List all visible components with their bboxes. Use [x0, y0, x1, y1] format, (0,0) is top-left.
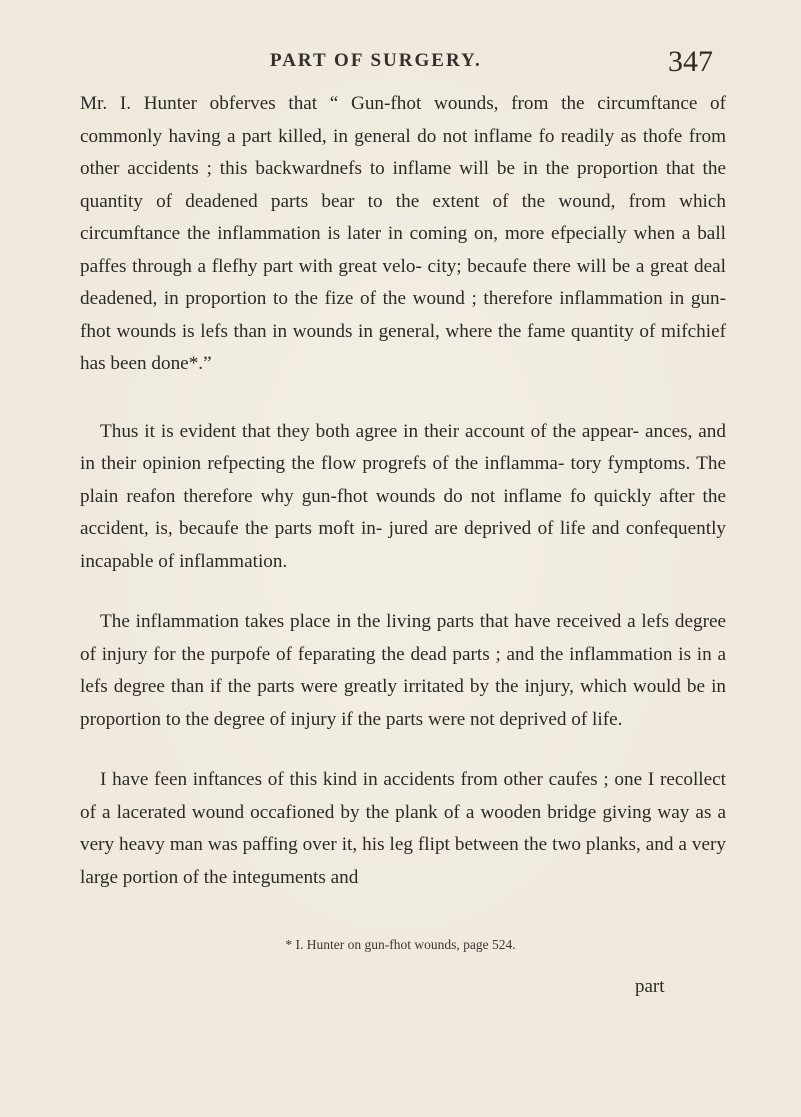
paragraph: Mr. I. Hunter obferves that “ Gun-fhot wounds, from the circumftance of commonly having a part killed, in general do not inflame fo readily as thofe from other accidents ; this backwardnefs to inflame will be in the proportion that the quantity of deadened parts bear to the extent of the wound, from which circumftance the inflammation is later in coming on, more efpecially when a ball paffes through a flefhy part with great velo- city; becaufe there will be a great deal deadened, in proportion to the fize of the wound ; therefore inflammation in gun-fhot wounds is lefs than in wounds in general, where the fame quantity of mifchief has been done*.”	[80, 93, 726, 374]
paragraph: Thus it is evident that they both agree in their account of the appear- ances, and in their opinion refpecting the flow progrefs of the inflamma- tory fymptoms. The plain reafon therefore why gun-fhot wounds do not inflame fo quickly after the accident, is, becaufe the parts moft in- jured are deprived of life and confequently incapable of inflammation.	[80, 420, 726, 572]
body-text	[80, 88, 726, 894]
catchword: part	[635, 976, 665, 997]
footnote: * I. Hunter on gun-fhot wounds, page 524.	[285, 937, 516, 952]
paragraph: I have feen inftances of this kind in accidents from other caufes ; one I recollect of a lacerated wound occafioned by the plank of a wooden bridge giving way as a very heavy man was paffing over it, his leg flipt between the two planks, and a very large portion of the integuments and	[80, 769, 726, 888]
page-number: 347	[668, 45, 713, 78]
paragraph: The inflammation takes place in the living parts that have received a lefs degree of injury for the purpofe of feparating the dead parts ; and the inflammation is in a lefs degree than if the parts were greatly irritated by the injury, which would be in proportion to the degree of injury if the parts were not deprived of life.	[80, 611, 726, 730]
running-head: PART OF SURGERY.	[270, 50, 482, 71]
